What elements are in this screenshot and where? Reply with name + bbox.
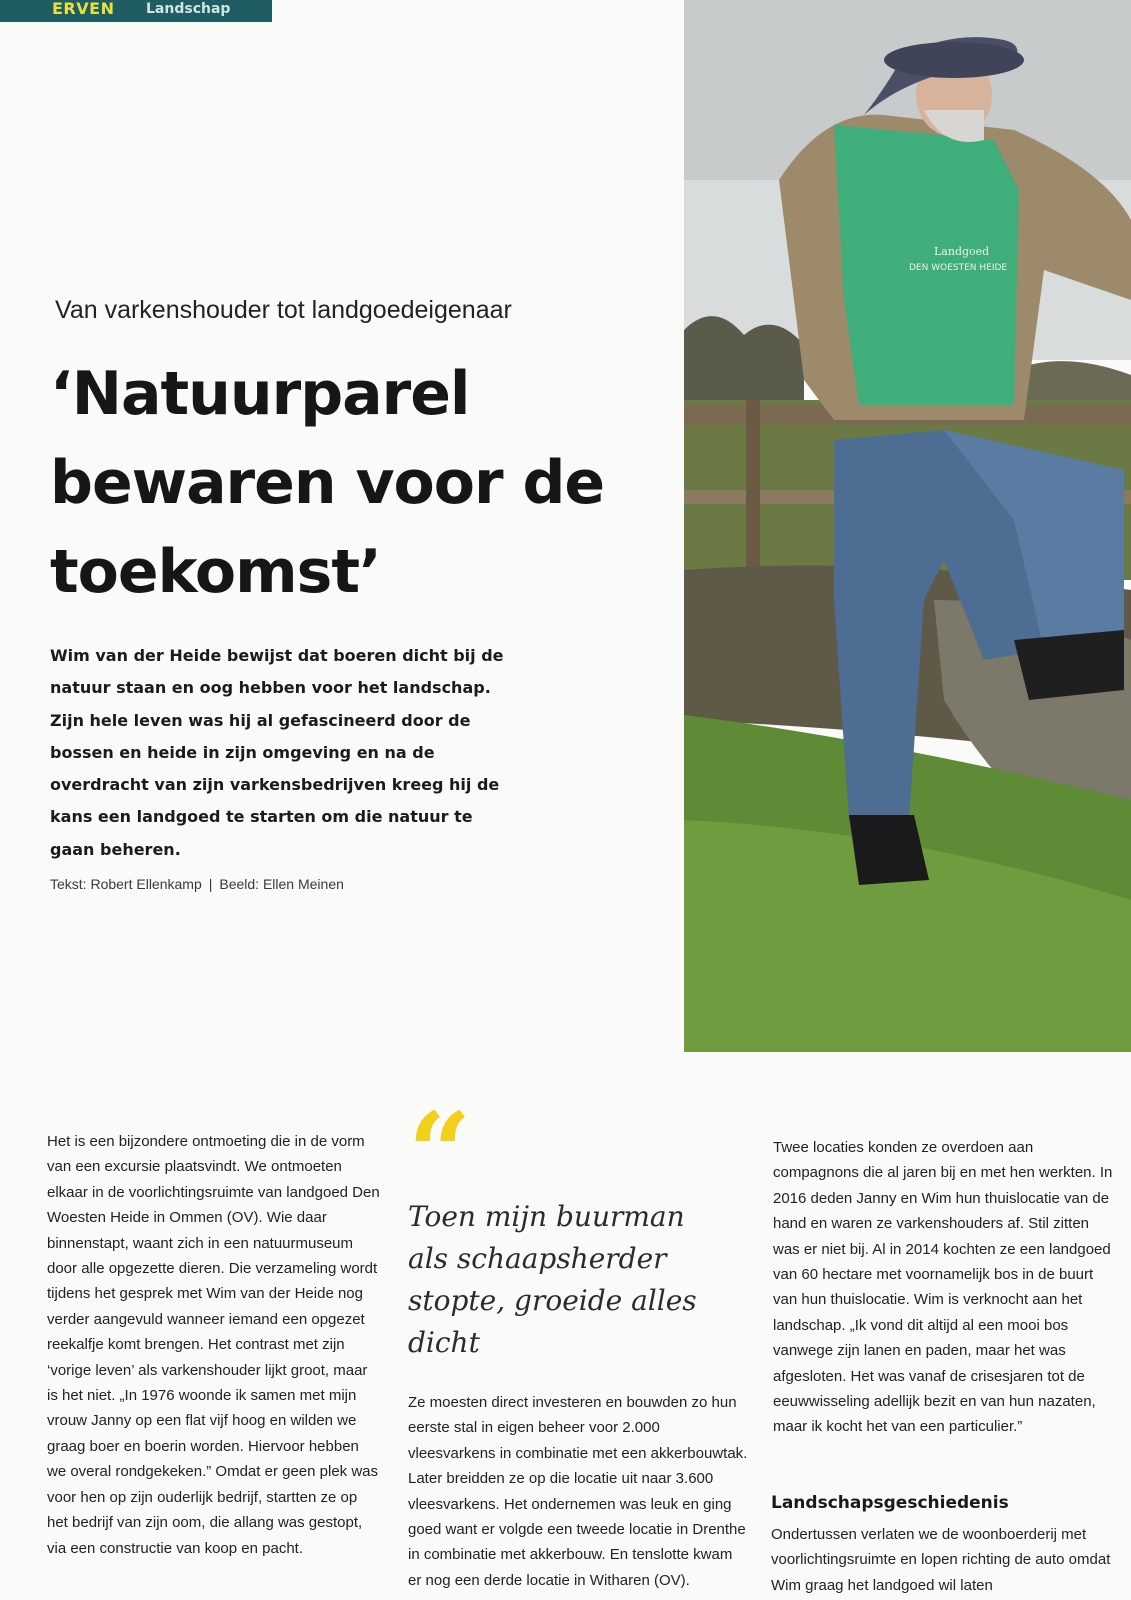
author-credit: Tekst: Robert Ellenkamp	[50, 876, 202, 892]
section-subhead: Landschapsgeschiedenis	[771, 1493, 1009, 1513]
quote-mark-icon: “	[408, 1088, 472, 1217]
magazine-brand: ERVEN	[52, 0, 115, 18]
section-tab	[0, 0, 272, 22]
section-label: Landschap	[146, 1, 231, 17]
article-headline: ‘Natuurparel bewaren voor de toekomst’	[50, 359, 605, 607]
credit-separator: |	[208, 876, 213, 892]
body-column-left: Het is een bijzondere ontmoeting die in de vorm van een excursie plaatsvindt. We ontmoeten elkaar in de voorlichtingsruimte van landgoed Den Woesten Heide in Ommen (OV). Wie daar binnenstapt, waant zich in een natuurmuseum door alle opgezette dieren. Die verzameling wordt tijdens het gesprek met Wim van der Heide nog verder aangevuld wanneer iemand een opgezet reekalfje komt brengen. Het contrast met zijn ‘vorige leven’ als varkenshouder lijkt groot, maar is het niet. „In 1976 woonde ik samen met mijn vrouw Janny op een flat vijf hoog en wilden we graag boer en boerin worden. Hiervoor hebben we overal rondgekeken.” Omdat er geen plek was voor hen op zijn ouderlijk bedrijf, startten ze op het bedrijf van zijn oom, die allang was gestopt, via een constructie van koop en pacht.	[47, 1133, 380, 1557]
article-intro: Wim van der Heide bewijst dat boeren dicht bij de natuur staan en oog hebben voor het landschap. Zijn hele leven was hij al gefascineerd door de bossen en heide in zijn omgeving en na de overdracht van zijn varkensbedrijven kreeg hij de kans een landgoed te starten om die natuur te gaan beheren.	[50, 646, 504, 859]
vest-text-line1: Landgoed	[934, 245, 990, 258]
body-column-right: Twee locaties konden ze overdoen aan compagnons die al jaren bij en met hen werkten. In 2016 deden Janny en Wim hun thuislocatie van de hand en waren ze varkenshouders af. Stil zitten was er niet bij. Al in 2014 kochten ze een landgoed van 60 hectare met voornamelijk bos in de buurt van hun thuislocatie. Wim is verknocht aan het landschap. „Ik vond dit altijd al een mooi bos vanwege zijn lanen en paden, maar het was afgesloten. Het was vanaf de crisesjaren tot de eeuwwisseling adellijk bezit en van hun nazaten, maar ik kocht het van een particulier.”	[773, 1139, 1113, 1436]
article-kicker: Van varkenshouder tot landgoedeigenaar	[55, 296, 512, 324]
portrait-photo	[684, 0, 1131, 1052]
photo-credit: Beeld: Ellen Meinen	[219, 876, 344, 892]
body-column-middle: Ze moesten direct investeren en bouwden zo hun eerste stal in eigen beheer voor 2.000 vleesvarkens in combinatie met een akkerbouwtak. Later breidden ze op die locatie uit naar 3.600 vleesvarkens. Het ondernemen was leuk en ging goed want er volgde een tweede locatie in Drenthe in combinatie met akkerbouw. En tenslotte kwam er nog een derde locatie in Witharen (OV).	[408, 1394, 748, 1589]
pull-quote: Toen mijn buurman als schaapsherder stopte, groeide alles dicht	[408, 1200, 697, 1359]
body-column-right-continued: Ondertussen verlaten we de woonboerderij met voorlichtingsruimte en lopen richting de auto omdat Wim graag het landgoed wil laten	[771, 1526, 1111, 1594]
article-credits	[50, 876, 344, 892]
vest-text-line2: DEN WOESTEN HEIDE	[909, 263, 1008, 273]
